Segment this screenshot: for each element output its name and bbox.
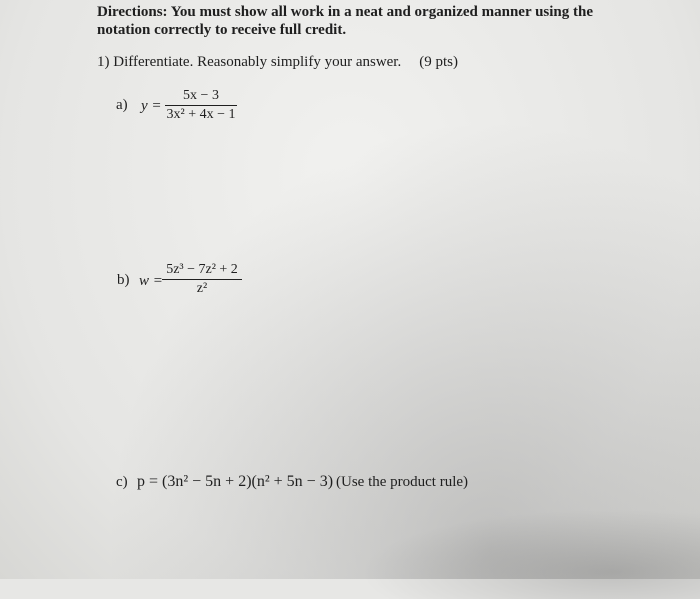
part-b-fraction [162,262,242,296]
page-shadow [360,509,700,599]
question-1 [97,54,458,71]
fraction-bar [162,279,242,280]
part-b-lhs: w = [139,273,163,289]
question-1-points: (9 pts) [419,54,458,70]
part-c-expression: p = (3n² − 5n + 2)(n² + 5n − 3) [137,473,334,490]
part-b-numerator: 5z³ − 7z² + 2 [166,262,238,277]
part-a-numerator: 5x − 3 [183,88,219,103]
part-a-lhs: y = [141,98,162,114]
question-1-text: 1) Differentiate. Reasonably simplify your answer. [97,54,402,70]
part-c-note: (Use the product rule) [336,474,469,490]
part-c-label: c) [116,474,128,490]
part-a-fraction [165,88,237,122]
directions-text: Directions: You must show all work in a neat and organized manner using the notation correctly to receive full credit. [97,4,594,38]
part-a-denominator: 3x² + 4x − 1 [166,107,236,122]
part-b-denominator: z² [196,281,208,296]
part-b-label: b) [117,272,130,288]
fraction-bar [165,105,237,106]
part-a-label: a) [116,97,128,113]
